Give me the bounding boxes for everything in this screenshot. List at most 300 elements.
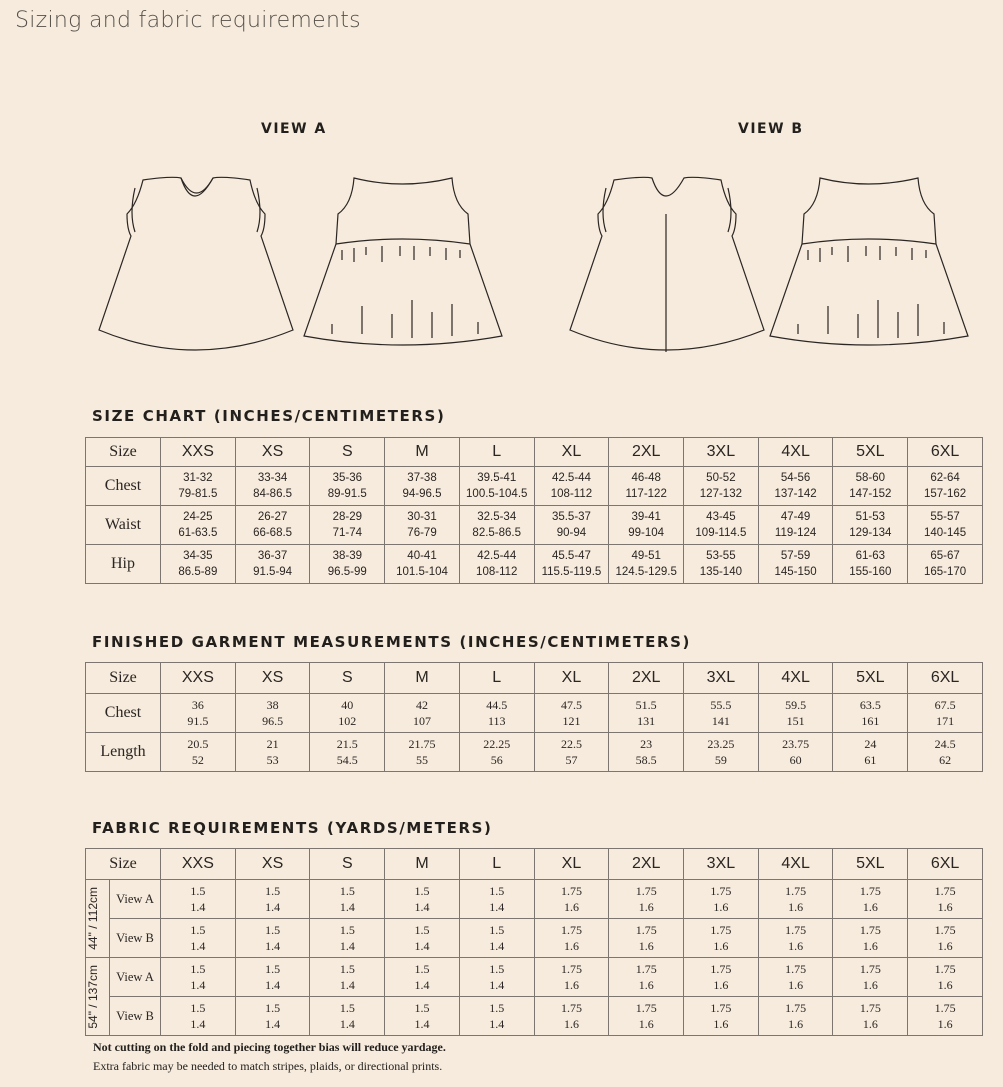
measurement-cell — [833, 545, 908, 584]
measurement-cell-metric: 117-122 — [625, 488, 667, 500]
measurement-cell-imperial: 23.75 — [782, 737, 810, 751]
yardage-cell-metric: 1.6 — [788, 900, 804, 914]
fabric-size-header: XL — [534, 849, 609, 880]
yardage-cell-metric: 1.4 — [265, 1017, 281, 1031]
yardage-cell-imperial: 1.75 — [785, 923, 807, 937]
measurement-cell-metric: 131 — [637, 714, 656, 728]
yardage-cell-imperial: 1.75 — [560, 1001, 582, 1015]
measurement-cell — [758, 545, 833, 584]
fabric-width-text: 54" / 137cm — [86, 964, 100, 1029]
measurement-cell-metric: 58.5 — [635, 753, 657, 767]
measurement-cell-imperial: 55.5 — [710, 698, 732, 712]
yardage-cell-metric: 1.6 — [638, 939, 654, 953]
yardage-cell-imperial: 1.5 — [414, 923, 430, 937]
yardage-cell — [459, 997, 534, 1036]
measurement-cell-imperial: 67.5 — [934, 698, 956, 712]
measurement-cell-imperial: 40-41 — [407, 550, 437, 562]
yardage-cell — [684, 997, 759, 1036]
measurement-cell — [534, 694, 609, 733]
yardage-cell-metric: 1.4 — [265, 900, 281, 914]
yardage-cell-imperial: 1.75 — [785, 1001, 807, 1015]
yardage-cell-imperial: 1.5 — [190, 962, 206, 976]
measurement-cell-imperial: 50-52 — [706, 472, 736, 484]
measurement-cell-metric: 145-150 — [774, 566, 817, 578]
view-label-cell: View A — [110, 880, 161, 919]
yardage-cell — [385, 997, 460, 1036]
yardage-cell-metric: 1.6 — [638, 978, 654, 992]
yardage-cell-imperial: 1.75 — [635, 1001, 657, 1015]
finished-size-header: XXS — [161, 663, 236, 694]
yardage-cell-metric: 1.6 — [788, 978, 804, 992]
measurement-cell-imperial: 24 — [864, 737, 877, 751]
yardage-cell — [609, 919, 684, 958]
view-a-front-illustration — [95, 174, 297, 354]
yardage-cell — [609, 880, 684, 919]
finished-size-header: XL — [534, 663, 609, 694]
measurement-cell-metric: 108-112 — [476, 566, 518, 578]
yardage-cell-metric: 1.4 — [190, 1017, 206, 1031]
view-label-cell: View B — [110, 919, 161, 958]
measurement-cell — [534, 506, 609, 545]
yardage-cell — [161, 880, 236, 919]
yardage-cell-metric: 1.6 — [862, 900, 878, 914]
yardage-cell-imperial: 1.5 — [190, 923, 206, 937]
measurement-cell-metric: 109-114.5 — [695, 527, 747, 539]
measurement-cell-imperial: 39.5-41 — [477, 472, 517, 484]
yardage-cell-imperial: 1.75 — [560, 962, 582, 976]
measurement-cell-imperial: 47-49 — [780, 511, 811, 523]
yardage-cell — [609, 958, 684, 997]
yardage-cell-imperial: 1.5 — [265, 1001, 281, 1015]
measurement-cell — [459, 733, 534, 772]
yardage-cell — [833, 880, 908, 919]
size-chart-corner: Size — [86, 438, 161, 467]
measurement-cell-metric: 161 — [861, 714, 880, 728]
yardage-cell-metric: 1.6 — [788, 1017, 804, 1031]
table-row — [86, 919, 983, 958]
yardage-cell — [758, 880, 833, 919]
yardage-cell-imperial: 1.75 — [859, 923, 881, 937]
measurement-cell-imperial: 35.5-37 — [551, 511, 591, 523]
yardage-cell — [684, 880, 759, 919]
measurement-cell — [459, 506, 534, 545]
yardage-cell-imperial: 1.75 — [934, 962, 956, 976]
finished-size-header: M — [385, 663, 460, 694]
measurement-cell-imperial: 47.5 — [560, 698, 582, 712]
yardage-cell-imperial: 1.5 — [339, 884, 355, 898]
yardage-cell-imperial: 1.5 — [265, 884, 281, 898]
measurement-cell — [310, 506, 385, 545]
size-chart-size-header: XL — [534, 438, 609, 467]
finished-size-header: 5XL — [833, 663, 908, 694]
fabric-requirements-table — [85, 848, 983, 1036]
yardage-cell — [235, 997, 310, 1036]
view-b-front-illustration — [566, 174, 768, 356]
view-a-back-illustration — [302, 174, 504, 354]
fabric-width-text: 44" / 112cm — [86, 887, 100, 950]
measurement-cell-metric: 157-162 — [923, 488, 967, 500]
size-chart-size-header: L — [459, 438, 534, 467]
yardage-cell-imperial: 1.75 — [560, 884, 582, 898]
row-label: Length — [86, 733, 161, 772]
yardage-cell-metric: 1.4 — [489, 900, 505, 914]
finished-size-header: XS — [235, 663, 310, 694]
yardage-cell-imperial: 1.75 — [859, 1001, 881, 1015]
yardage-cell — [684, 919, 759, 958]
yardage-cell — [385, 919, 460, 958]
measurement-cell-imperial: 44.5 — [486, 698, 508, 712]
measurement-cell-metric: 71-74 — [332, 527, 362, 539]
yardage-cell-metric: 1.6 — [937, 978, 953, 992]
yardage-cell-metric: 1.4 — [489, 939, 505, 953]
measurement-cell — [235, 545, 310, 584]
measurement-cell-metric: 141 — [711, 714, 730, 728]
measurement-cell-metric: 84-86.5 — [253, 488, 293, 500]
yardage-cell — [235, 880, 310, 919]
measurement-cell-metric: 155-160 — [849, 566, 892, 578]
measurement-cell — [161, 694, 236, 733]
yardage-cell-metric: 1.4 — [414, 978, 430, 992]
measurement-cell-imperial: 61-63 — [855, 550, 886, 562]
table-row — [86, 958, 983, 997]
measurement-cell-metric: 91.5 — [187, 714, 209, 728]
yardage-cell — [161, 919, 236, 958]
measurement-cell — [310, 545, 385, 584]
fabric-header-row — [86, 849, 983, 880]
yardage-cell-imperial: 1.5 — [265, 962, 281, 976]
yardage-cell — [908, 880, 983, 919]
measurement-cell-imperial: 40 — [341, 698, 354, 712]
measurement-cell-imperial: 63.5 — [859, 698, 881, 712]
yardage-cell-imperial: 1.75 — [635, 884, 657, 898]
yardage-cell-metric: 1.4 — [190, 900, 206, 914]
measurement-cell-metric: 129-134 — [849, 527, 892, 539]
measurement-cell-metric: 62 — [939, 753, 952, 767]
measurement-cell-imperial: 51.5 — [635, 698, 657, 712]
view-b-label: VIEW B — [738, 121, 804, 137]
measurement-cell-metric: 56 — [490, 753, 503, 767]
measurement-cell-imperial: 21 — [266, 737, 279, 751]
measurement-cell-imperial: 24-25 — [183, 511, 213, 523]
finished-size-header: L — [459, 663, 534, 694]
measurement-cell — [459, 694, 534, 733]
yardage-cell — [534, 880, 609, 919]
yardage-cell-metric: 1.4 — [339, 939, 355, 953]
measurement-cell-metric: 165-170 — [923, 566, 967, 578]
measurement-cell-imperial: 24.5 — [934, 737, 956, 751]
size-chart-size-header: M — [385, 438, 460, 467]
measurement-cell-imperial: 36 — [191, 698, 204, 712]
measurement-cell — [235, 506, 310, 545]
measurement-cell-imperial: 54-56 — [780, 472, 811, 484]
yardage-cell-metric: 1.4 — [190, 978, 206, 992]
fabric-width-label — [86, 880, 110, 958]
measurement-cell-imperial: 53-55 — [706, 550, 736, 562]
yardage-cell-metric: 1.6 — [563, 900, 579, 914]
measurement-cell-metric: 147-152 — [849, 488, 892, 500]
measurement-cell-imperial: 57-59 — [780, 550, 811, 562]
measurement-cell — [161, 545, 236, 584]
yardage-cell-imperial: 1.75 — [710, 923, 732, 937]
view-a-label: VIEW A — [261, 121, 327, 137]
yardage-cell-metric: 1.6 — [638, 1017, 654, 1031]
measurement-cell-imperial: 26-27 — [257, 511, 288, 523]
measurement-cell-imperial: 35-36 — [332, 472, 362, 484]
yardage-cell-imperial: 1.75 — [710, 1001, 732, 1015]
measurement-cell-imperial: 49-51 — [631, 550, 661, 562]
fabric-size-header: 2XL — [609, 849, 684, 880]
fabric-size-header: 3XL — [684, 849, 759, 880]
measurement-cell — [609, 733, 684, 772]
yardage-cell-imperial: 1.75 — [934, 923, 956, 937]
measurement-cell — [833, 506, 908, 545]
fabric-size-header: XS — [235, 849, 310, 880]
measurement-cell-metric: 115.5-119.5 — [541, 566, 602, 578]
size-chart-size-header: 3XL — [684, 438, 759, 467]
yardage-cell-metric: 1.6 — [713, 978, 729, 992]
yardage-cell-imperial: 1.75 — [934, 1001, 956, 1015]
measurement-cell — [684, 694, 759, 733]
finished-corner: Size — [86, 663, 161, 694]
fabric-corner: Size — [86, 849, 161, 880]
measurement-cell-imperial: 55-57 — [930, 511, 960, 523]
measurement-cell-metric: 96.5-99 — [327, 566, 367, 578]
yardage-cell-metric: 1.6 — [713, 900, 729, 914]
yardage-cell — [310, 919, 385, 958]
yardage-cell-metric: 1.4 — [414, 939, 430, 953]
measurement-cell — [758, 467, 833, 506]
measurement-cell — [758, 506, 833, 545]
measurement-cell-metric: 60 — [789, 753, 802, 767]
yardage-cell-imperial: 1.75 — [710, 884, 732, 898]
measurement-cell-metric: 57 — [565, 753, 578, 767]
yardage-cell — [534, 919, 609, 958]
fabric-size-header: XXS — [161, 849, 236, 880]
yardage-cell-imperial: 1.5 — [339, 962, 355, 976]
measurement-cell-metric: 53 — [266, 753, 279, 767]
measurement-cell — [161, 467, 236, 506]
measurement-cell-metric: 100.5-104.5 — [466, 488, 528, 500]
fabric-size-header: 4XL — [758, 849, 833, 880]
yardage-cell-metric: 1.4 — [489, 1017, 505, 1031]
yardage-cell — [758, 997, 833, 1036]
measurement-cell-imperial: 42.5-44 — [551, 472, 591, 484]
measurement-cell-imperial: 42.5-44 — [477, 550, 517, 562]
measurement-cell — [310, 694, 385, 733]
measurement-cell-imperial: 65-67 — [930, 550, 960, 562]
view-label-cell: View A — [110, 958, 161, 997]
view-b-back-illustration — [768, 174, 972, 354]
yardage-cell-imperial: 1.75 — [859, 962, 881, 976]
measurement-cell-metric: 124.5-129.5 — [615, 566, 677, 578]
measurement-cell-metric: 140-145 — [923, 527, 967, 539]
yardage-cell-metric: 1.4 — [339, 1017, 355, 1031]
measurement-cell-metric: 127-132 — [699, 488, 742, 500]
measurement-cell — [235, 733, 310, 772]
yardage-cell-imperial: 1.5 — [489, 1001, 505, 1015]
yardage-cell-metric: 1.6 — [713, 1017, 729, 1031]
measurement-cell — [235, 467, 310, 506]
size-chart-size-header: 6XL — [908, 438, 983, 467]
yardage-cell — [235, 958, 310, 997]
yardage-cell-metric: 1.6 — [713, 939, 729, 953]
size-chart-size-header: S — [310, 438, 385, 467]
yardage-cell — [459, 919, 534, 958]
measurement-cell — [385, 506, 460, 545]
measurement-cell-metric: 86.5-89 — [178, 566, 218, 578]
yardage-cell-imperial: 1.5 — [489, 884, 505, 898]
measurement-cell-imperial: 58-60 — [855, 472, 886, 484]
measurement-cell — [684, 506, 759, 545]
yardage-cell-metric: 1.6 — [563, 978, 579, 992]
measurement-cell — [758, 694, 833, 733]
fabric-size-header: M — [385, 849, 460, 880]
yardage-cell-metric: 1.6 — [788, 939, 804, 953]
yardage-cell-metric: 1.6 — [563, 1017, 579, 1031]
measurement-cell — [385, 733, 460, 772]
yardage-cell-imperial: 1.5 — [414, 884, 430, 898]
measurement-cell-metric: 99-104 — [628, 527, 665, 539]
measurement-cell-imperial: 38-39 — [332, 550, 362, 562]
yardage-cell-metric: 1.4 — [190, 939, 206, 953]
table-row — [86, 694, 983, 733]
yardage-cell — [684, 958, 759, 997]
yardage-cell-metric: 1.4 — [489, 978, 505, 992]
measurement-cell-metric: 113 — [487, 714, 506, 728]
yardage-cell-imperial: 1.5 — [339, 923, 355, 937]
yardage-cell-imperial: 1.75 — [560, 923, 582, 937]
yardage-cell-imperial: 1.75 — [934, 884, 956, 898]
measurement-cell-imperial: 33-34 — [257, 472, 288, 484]
fabric-size-header: L — [459, 849, 534, 880]
table-row — [86, 506, 983, 545]
measurement-cell-imperial: 38 — [266, 698, 279, 712]
yardage-cell — [609, 997, 684, 1036]
measurement-cell-metric: 102 — [338, 714, 357, 728]
yardage-cell — [385, 880, 460, 919]
measurement-cell — [609, 506, 684, 545]
measurement-cell — [908, 467, 983, 506]
measurement-cell-metric: 66-68.5 — [253, 527, 293, 539]
yardage-cell-metric: 1.6 — [937, 900, 953, 914]
measurement-cell-imperial: 22.5 — [560, 737, 582, 751]
finished-size-header: 4XL — [758, 663, 833, 694]
measurement-cell — [908, 545, 983, 584]
yardage-cell-imperial: 1.5 — [339, 1001, 355, 1015]
measurement-cell-metric: 54.5 — [336, 753, 358, 767]
measurement-cell-imperial: 42 — [416, 698, 429, 712]
yardage-cell-metric: 1.4 — [339, 900, 355, 914]
yardage-cell — [161, 997, 236, 1036]
measurement-cell-metric: 89-91.5 — [327, 488, 367, 500]
yardage-cell — [310, 958, 385, 997]
fabric-size-header: 6XL — [908, 849, 983, 880]
yardage-cell — [908, 958, 983, 997]
row-label: Chest — [86, 694, 161, 733]
measurement-cell-metric: 107 — [413, 714, 432, 728]
yardage-cell-metric: 1.4 — [414, 1017, 430, 1031]
measurement-cell-imperial: 23.25 — [707, 737, 735, 751]
measurement-cell — [609, 467, 684, 506]
yardage-cell-imperial: 1.5 — [489, 962, 505, 976]
yardage-cell-metric: 1.4 — [339, 978, 355, 992]
yardage-cell-metric: 1.6 — [862, 1017, 878, 1031]
measurement-cell-imperial: 23 — [640, 737, 653, 751]
yardage-cell — [235, 919, 310, 958]
yardage-cell — [833, 997, 908, 1036]
measurement-cell-metric: 79-81.5 — [178, 488, 218, 500]
yardage-cell — [833, 958, 908, 997]
measurement-cell-metric: 52 — [191, 753, 204, 767]
measurement-cell-imperial: 20.5 — [187, 737, 209, 751]
yardage-cell — [310, 997, 385, 1036]
yardage-cell — [758, 919, 833, 958]
measurement-cell — [385, 545, 460, 584]
measurement-cell — [609, 694, 684, 733]
yardage-cell-imperial: 1.75 — [635, 962, 657, 976]
matching-note: Extra fabric may be needed to match stripes, plaids, or directional prints. — [93, 1059, 443, 1073]
yardage-cell-imperial: 1.75 — [859, 884, 881, 898]
yardage-cell-imperial: 1.75 — [635, 923, 657, 937]
measurement-cell-imperial: 45.5-47 — [551, 550, 591, 562]
finished-size-header: 3XL — [684, 663, 759, 694]
finished-size-header: 2XL — [609, 663, 684, 694]
yardage-cell-metric: 1.6 — [638, 900, 654, 914]
yardage-cell-metric: 1.4 — [265, 939, 281, 953]
measurement-cell-metric: 91.5-94 — [253, 566, 293, 578]
table-row — [86, 997, 983, 1036]
measurement-cell-imperial: 39-41 — [631, 511, 661, 523]
measurement-cell-imperial: 21.75 — [408, 737, 436, 751]
measurement-cell — [385, 694, 460, 733]
measurement-cell-imperial: 31-32 — [183, 472, 213, 484]
measurement-cell — [833, 733, 908, 772]
page-heading: Sizing and fabric requirements — [15, 8, 361, 33]
measurement-cell-metric: 59 — [714, 753, 727, 767]
yardage-cell-imperial: 1.5 — [414, 1001, 430, 1015]
size-chart-table — [85, 437, 983, 584]
measurement-cell — [235, 694, 310, 733]
yardage-cell — [310, 880, 385, 919]
measurement-cell-imperial: 59.5 — [785, 698, 807, 712]
measurement-cell — [385, 467, 460, 506]
measurement-cell-metric: 135-140 — [699, 566, 742, 578]
row-label: Waist — [86, 506, 161, 545]
finished-size-header: S — [310, 663, 385, 694]
yardage-cell — [385, 958, 460, 997]
measurement-cell — [534, 733, 609, 772]
measurement-cell — [684, 545, 759, 584]
measurement-cell-imperial: 22.25 — [483, 737, 511, 751]
yardage-cell-metric: 1.6 — [937, 1017, 953, 1031]
measurement-cell-imperial: 36-37 — [257, 550, 288, 562]
measurement-cell — [833, 694, 908, 733]
size-chart-title: SIZE CHART (INCHES/CENTIMETERS) — [92, 407, 446, 425]
size-chart-size-header: 4XL — [758, 438, 833, 467]
measurement-cell-metric: 61-63.5 — [178, 527, 218, 539]
measurement-cell-metric: 96.5 — [262, 714, 284, 728]
row-label: Chest — [86, 467, 161, 506]
yardage-note: Not cutting on the fold and piecing together bias will reduce yardage. — [93, 1040, 446, 1054]
fabric-size-header: 5XL — [833, 849, 908, 880]
measurement-cell — [459, 467, 534, 506]
size-chart-size-header: 5XL — [833, 438, 908, 467]
measurement-cell-metric: 121 — [562, 714, 581, 728]
measurement-cell — [684, 733, 759, 772]
measurement-cell-imperial: 21.5 — [336, 737, 358, 751]
measurement-cell-imperial: 43-45 — [706, 511, 736, 523]
yardage-cell-metric: 1.6 — [937, 939, 953, 953]
